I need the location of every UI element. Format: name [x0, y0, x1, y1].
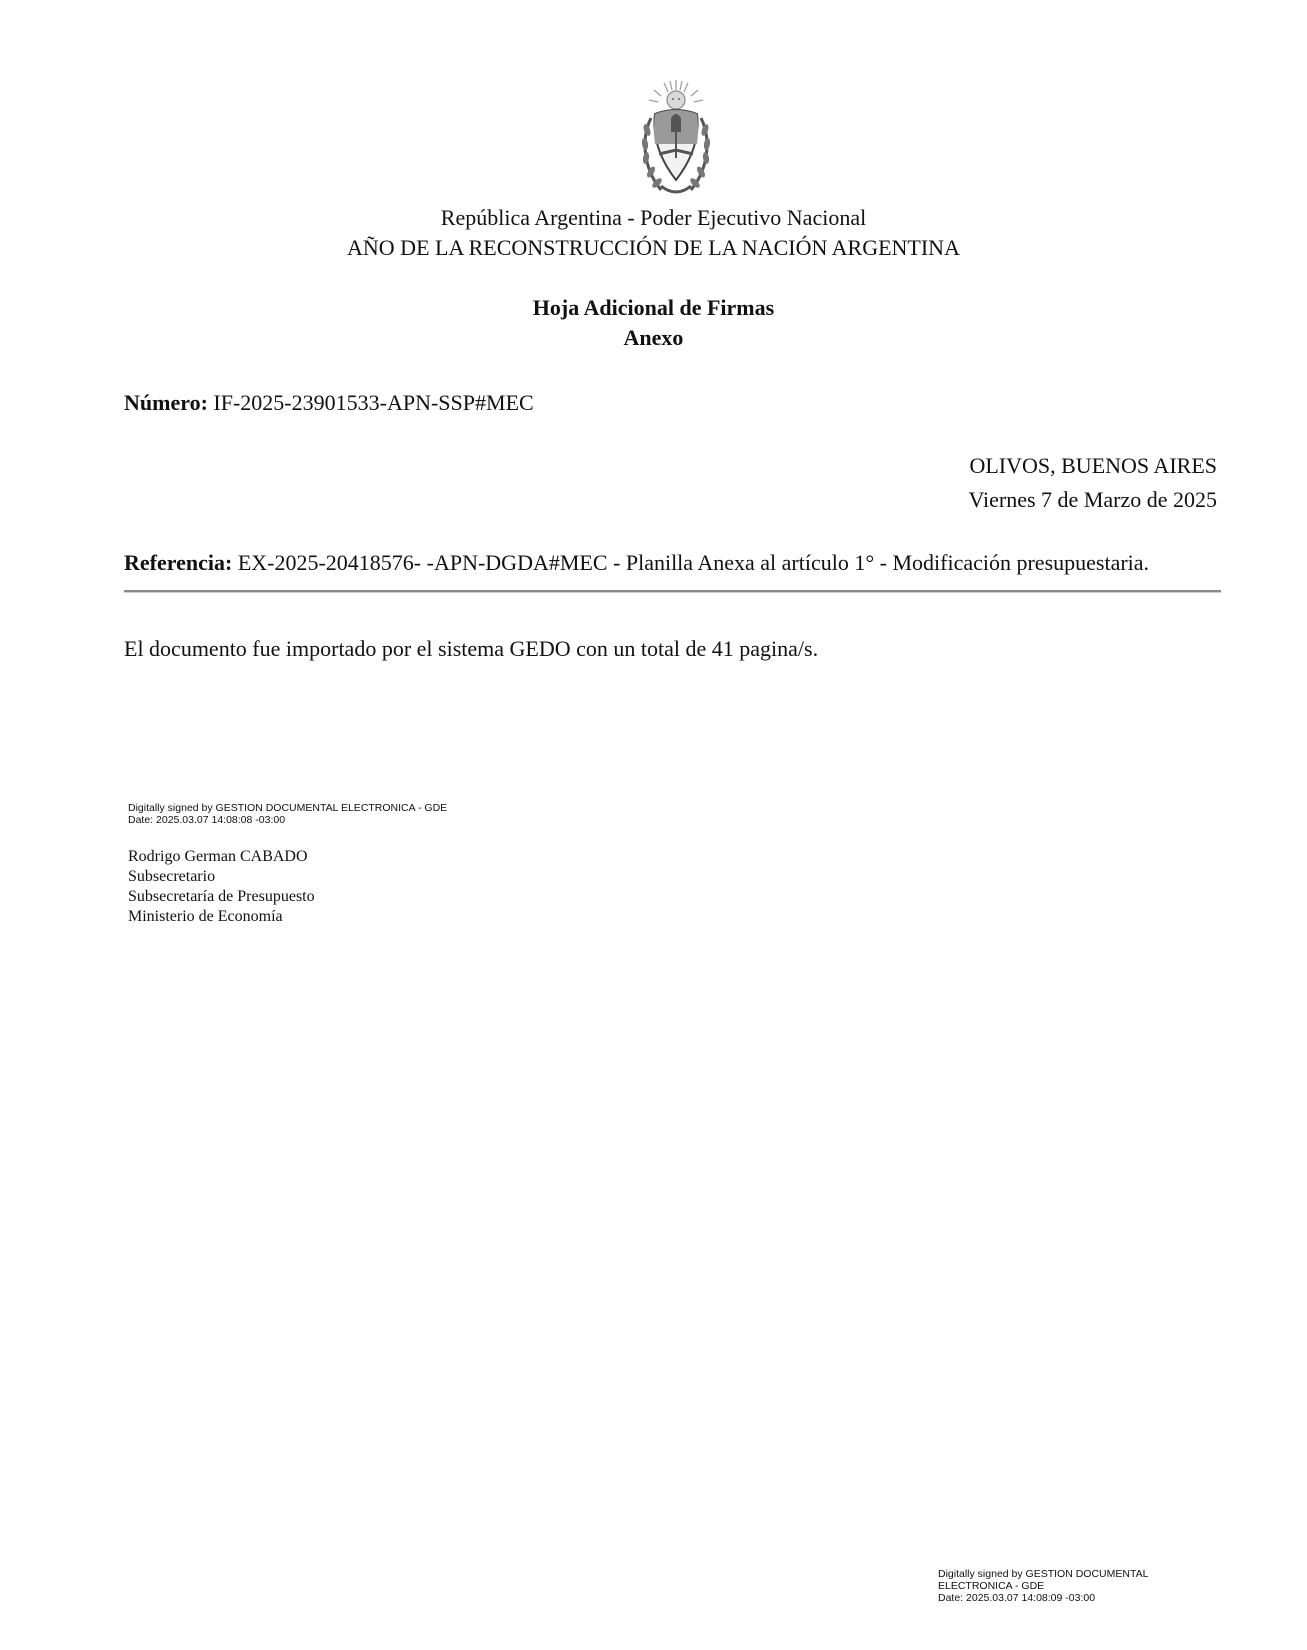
signer-block [128, 847, 315, 927]
footer-stamp-date: Date: 2025.03.07 14:08:09 -03:00 [938, 1592, 1096, 1604]
signature-stamp-line: Digitally signed by GESTION DOCUMENTAL ELECTRONICA - GDE [128, 802, 448, 814]
year-motto: AÑO DE LA RECONSTRUCCIÓN DE LA NACIÓN ARGENTINA [347, 235, 960, 260]
government-header: República Argentina - Poder Ejecutivo Nacional [440, 205, 867, 230]
signer-office: Subsecretaría de Presupuesto [128, 888, 315, 905]
document-number-label: Número: [124, 390, 208, 415]
document-reference [124, 550, 1149, 576]
document-title: Hoja Adicional de Firmas [532, 295, 775, 320]
signer-position: Subsecretario [128, 868, 216, 885]
document-reference-value: EX-2025-20418576- -APN-DGDA#MEC - Planilla Anexa al artículo 1° - Modificación presupuestaria. [237, 550, 1150, 575]
document-date: Viernes 7 de Marzo de 2025 [968, 487, 1217, 512]
document-number-value: IF-2025-23901533-APN-SSP#MEC [213, 390, 534, 415]
horizontal-divider [124, 590, 1221, 593]
digital-signature-stamp [128, 802, 447, 826]
document-number [124, 390, 534, 416]
document-place: OLIVOS, BUENOS AIRES [969, 453, 1217, 478]
signer-ministry: Ministerio de Economía [128, 908, 283, 925]
coat-of-arms-of-argentina-icon [637, 78, 715, 202]
footer-signature-stamp [938, 1568, 1148, 1604]
document-reference-label: Referencia: [124, 550, 233, 575]
footer-stamp-line1: Digitally signed by GESTION DOCUMENTAL [938, 1568, 1149, 1580]
document-body: El documento fue importado por el sistema GEDO con un total de 41 pagina/s. [124, 636, 819, 661]
footer-stamp-line2: ELECTRONICA - GDE [938, 1580, 1045, 1592]
signature-stamp-date: Date: 2025.03.07 14:08:08 -03:00 [128, 814, 286, 826]
document-subtitle: Anexo [623, 325, 684, 350]
signer-name: Rodrigo German CABADO [128, 848, 308, 865]
